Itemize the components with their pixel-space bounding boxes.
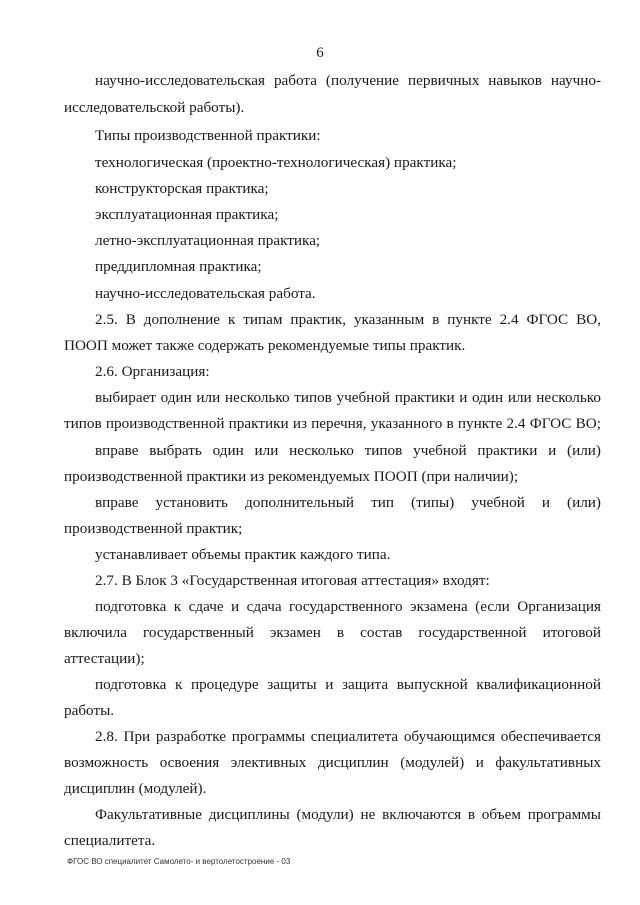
text-line: типов производственной практики из перечня, указанного в пункте 2.4 ФГОС ВО; <box>64 415 601 432</box>
text-line: дисциплин (модулей). <box>64 780 207 797</box>
text-line: эксплуатационная практика; <box>95 206 279 223</box>
text-line: научно-исследовательская работа. <box>95 285 316 302</box>
text-line: исследовательской работы). <box>64 99 245 116</box>
text-line: научно-исследовательская работа (получение первичных навыков научно- <box>95 72 601 89</box>
text-line: летно-эксплуатационная практика; <box>95 232 321 249</box>
text-line: вправе установить дополнительный тип (типы) учебной и (или) <box>95 494 601 511</box>
text-line: выбирает один или несколько типов учебной практики и один или несколько <box>95 389 601 406</box>
text-line: специалитета. <box>64 832 156 849</box>
text-line: вправе выбрать один или несколько типов учебной практики и (или) <box>95 442 601 459</box>
text-line: производственной практик; <box>64 520 243 537</box>
text-line: 2.6. Организация: <box>95 363 210 380</box>
text-line: производственной практики из рекомендуемых ПООП (при наличии); <box>64 468 519 485</box>
text-line: подготовка к процедуре защиты и защита выпускной квалификационной <box>95 676 601 693</box>
page-number: 6 <box>316 45 324 61</box>
text-line: 2.8. При разработке программы специалитета обучающимся обеспечивается <box>95 728 601 745</box>
text-line: преддипломная практика; <box>95 258 262 275</box>
text-line: Типы производственной практики: <box>95 127 321 144</box>
text-line: ПООП может также содержать рекомендуемые типы практик. <box>64 337 466 354</box>
text-line: 2.5. В дополнение к типам практик, указанным в пункте 2.4 ФГОС ВО, <box>95 311 601 328</box>
text-line: подготовка к сдаче и сдача государственного экзамена (если Организация <box>95 598 601 615</box>
text-line: возможность освоения элективных дисциплин (модулей) и факультативных <box>64 754 601 771</box>
text-line: работы. <box>64 702 115 719</box>
text-line: устанавливает объемы практик каждого типа. <box>95 546 391 563</box>
text-line: технологическая (проектно-технологическая) практика; <box>95 154 457 171</box>
text-line: 2.7. В Блок 3 «Государственная итоговая аттестация» входят: <box>95 572 490 589</box>
text-line: Факультативные дисциплины (модули) не включаются в объем программы <box>95 806 601 823</box>
page-footer: ФГОС ВО специалитет Самолето- и вертолетостроение - 03 <box>67 857 291 866</box>
text-line: включила государственный экзамен в состав государственной итоговой <box>64 624 601 641</box>
text-line: конструкторская практика; <box>95 180 269 197</box>
text-line: аттестации); <box>64 650 145 667</box>
